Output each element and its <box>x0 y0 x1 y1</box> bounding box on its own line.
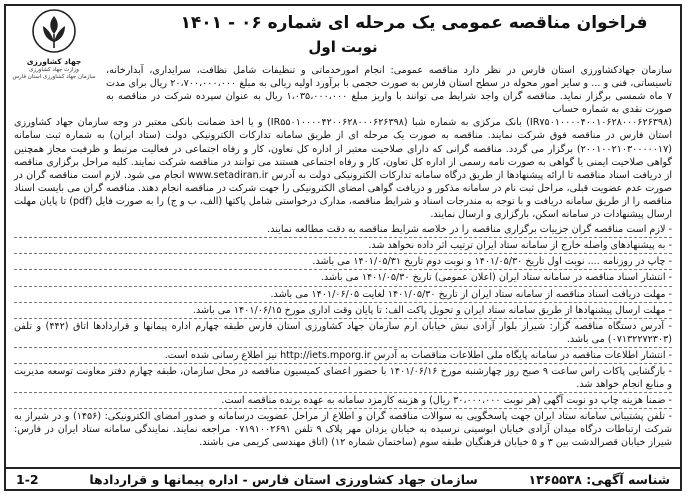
list-item: - به پیشنهادهای واصله خارج از سامانه ستاد ایران ترتیب اثر داده نخواهد شد. <box>14 237 672 252</box>
logo-ministry: وزارت جهاد کشاورزی <box>29 67 79 73</box>
list-item: - انتشار اسناد مناقصه در سامانه ستاد ایران (اعلان عمومی) تاریخ ۱۴۰۱/۰۵/۳۰ می باشد. <box>14 269 672 284</box>
list-item: - تلفن پشتیبانی سامانه ستاد ایران جهت پاسخگویی به سوالات مناقصه گران و اطلاع از مراحل عضویت درسامانه و صدور امضای الکترونیکی: (۱۴۵۶) و در شیراز به شرکت ارتباطات درگاه میدان آزادی خیابان ابوسینی نرسیده به خیابان یزدان مهر پلاک ۹ تلفن ۰۷۱۹۱۰۰۲۶۹۱ مراجعه نمایند. نمایندگی سامانه ستاد ایران در فارس: شیراز خیابان قصرالدشت بین ۳ و ۵ خیابان فرهنگیان طبقه سوم (ساختمان شماره ۱۲) (اتاق مهندسی کریمی می باشند. <box>14 408 672 449</box>
list-item: - لازم است مناقصه گران جزییات برگزاری مناقصه را در خلاصه شرایط مناقصه به دقت مطالعه نمایند. <box>267 224 672 236</box>
wheat-emblem-icon <box>31 8 77 56</box>
page-title: فراخوان مناقصه عمومی یک مرحله ای شماره ۰۶ - ۱۴۰۱ <box>180 13 648 33</box>
logo-organization: سازمان جهاد کشاورزی استان فارس <box>12 74 96 80</box>
conditions-list <box>14 223 672 449</box>
footer-bar <box>6 467 680 489</box>
list-item: - چاپ در روزنامه .... نوبت اول تاریخ ۱۴۰۱/۰۵/۳۰ و نوبت دوم تاریخ ۱۴۰۱/۰۵/۳۱ می باشد. <box>14 253 672 268</box>
page-number: 1-2 <box>16 471 39 487</box>
footer-organization: سازمان جهاد کشاورزی استان فارس - اداره پیمانها و قراردادها <box>89 471 478 487</box>
announcement-page <box>4 4 682 491</box>
list-item: - ضمنا هزینه چاپ دو نوبت آگهی (هر نوبت ۳۰،۰۰۰،۰۰۰ ریال) و هزینه کارمزد سامانه به عهده برنده مناقصه است. <box>14 392 672 407</box>
intro-paragraph-2: (IR۷۵۰۱۰۰۰۰۴۰۰۱۰۶۲۸۰۰۰۶۲۶۳۹۸) بانک مرکزی به شماره شبا (IR۵۵۰۱۰۰۰۰۴۲۰۰۶۲۸۰۰۰۶۲۶۳۹۸) و یا اخذ ضمانت بانکی معتبر در وجه سازمان جهاد کشاورزی استان فارس در مناقصه فوق شرکت نمایند. مناقصه به صورت یک مرحله ای از طریق سامانه تدارکات الکترونیکی دولت (ستاد ایران) به شماره ثبت سامانه (۲۰۰۱۰۰۲۱۰۳۰۰۰۰۰۱۷) برگزار می گردد. مناقصه گرانی که دارای صلاحیت معتبر از اداره کل تعاون، کار و رفاه اجتماعی در فعالیت مرتبط و ظرفیت مجاز همچنین گواهی صلاحیت ایمنی یا گواهی به صورت نامه رسمی از اداره کل تعاون، کار و رفاه اجتماعی هستند می توانند در مناقصه شرکت نمایند. کلیه مراحل برگزاری مناقصه از دریافت اسناد مناقصه تا ارائه پیشنهادها از طریق درگاه سامانه تدارکات الکترونیکی دولت به آدرس www.setadiran.ir انجام می شود. لازم است مناقصه گران در صورت عدم عضویت قبلی، مراحل ثبت نام در سامانه مذکور و دریافت گواهی امضای الکترونیکی را جهت شرکت در مناقصه انجام دهند. مناقصه گران می بایست اسناد مناقصه را از طریق سامانه دریافت و با توجه به مندرجات اسناد و شرایط مناقصه، مدارک درخواستی شامل پاکتها (الف، ب و ج) را به صورت فایل (pdf) تا پایان مهلت ارسال پیشنهادات در سامانه اسکن، بارگزاری و ارسال نمایند. <box>14 117 673 221</box>
logo-label: جهاد کشاورزی <box>26 57 82 66</box>
list-item: - انتشار اطلاعات مناقصه در سامانه پایگاه ملی اطلاعات مناقصات به آدرس http://iets.mporg.ir نیز اطلاع رسانی شده است. <box>14 347 672 362</box>
list-item: - بازگشایی پاکات راس ساعت ۹ صبح روز چهارشنبه مورخ ۱۴۰۱/۰۶/۱۶ با حضور اعضای کمیسیون مناقصه در محل سازمان، طبقه چهارم دفتر معاونت توسعه مدیریت و منابع انجام خواهد شد. <box>14 363 672 391</box>
ad-number: شناسه آگهی: ۱۳۶۵۵۳۸ <box>528 471 670 487</box>
list-item: - مهلت دریافت اسناد مناقصه از سامانه ستاد ایران از تاریخ ۱۴۰۱/۰۵/۳۰ لغایت ۱۴۰۱/۰۶/۰۵ می باشد. <box>14 286 672 301</box>
list-item: - آدرس دستگاه مناقصه گزار: شیراز بلوار آزادی نبش خیابان ارم سازمان جهاد کشاورزی استان فارس طبقه چهارم اداره پیمانها و قراردادها اتاق (۴۴۲) و تلفن (۰۷۱۳۲۲۷۲۳۰۳) می باشد. <box>14 318 672 346</box>
header <box>6 6 680 64</box>
list-item: - مهلت ارسال پیشنهادها از طریق سامانه ستاد ایران و تحویل پاکت الف: تا پایان وقت اداری مورخ ۱۴۰۱/۰۶/۱۵ می باشد. <box>14 302 672 317</box>
announcement-body <box>14 64 672 450</box>
intro-paragraph-1: سازمان جهادکشاورزی استان فارس در نظر دارد مناقصه عمومی: انجام امورخدماتی و تنظیفات شامل نظافت، سرایداری، آبدارخانه، تاسیساتی، فنی و ... و سایر امور محوله در سطح استان فارس به صورت حجمی با برآورد اولیه ریالی به مبلغ ۲۰،۷۰۰،۰۰۰،۰۰۰ ریال برای مدت ۷ ماه شمسی برگزار نماید. مناقصه گران واجد شرایط می توانند با واریز مبلغ ۱،۰۳۵،۰۰۰،۰۰۰ ریال به عنوان سپرده شرکت در مناقصه به صورت نقدی به شماره حساب <box>106 65 673 116</box>
page-subtitle: نوبت اول <box>308 38 378 56</box>
